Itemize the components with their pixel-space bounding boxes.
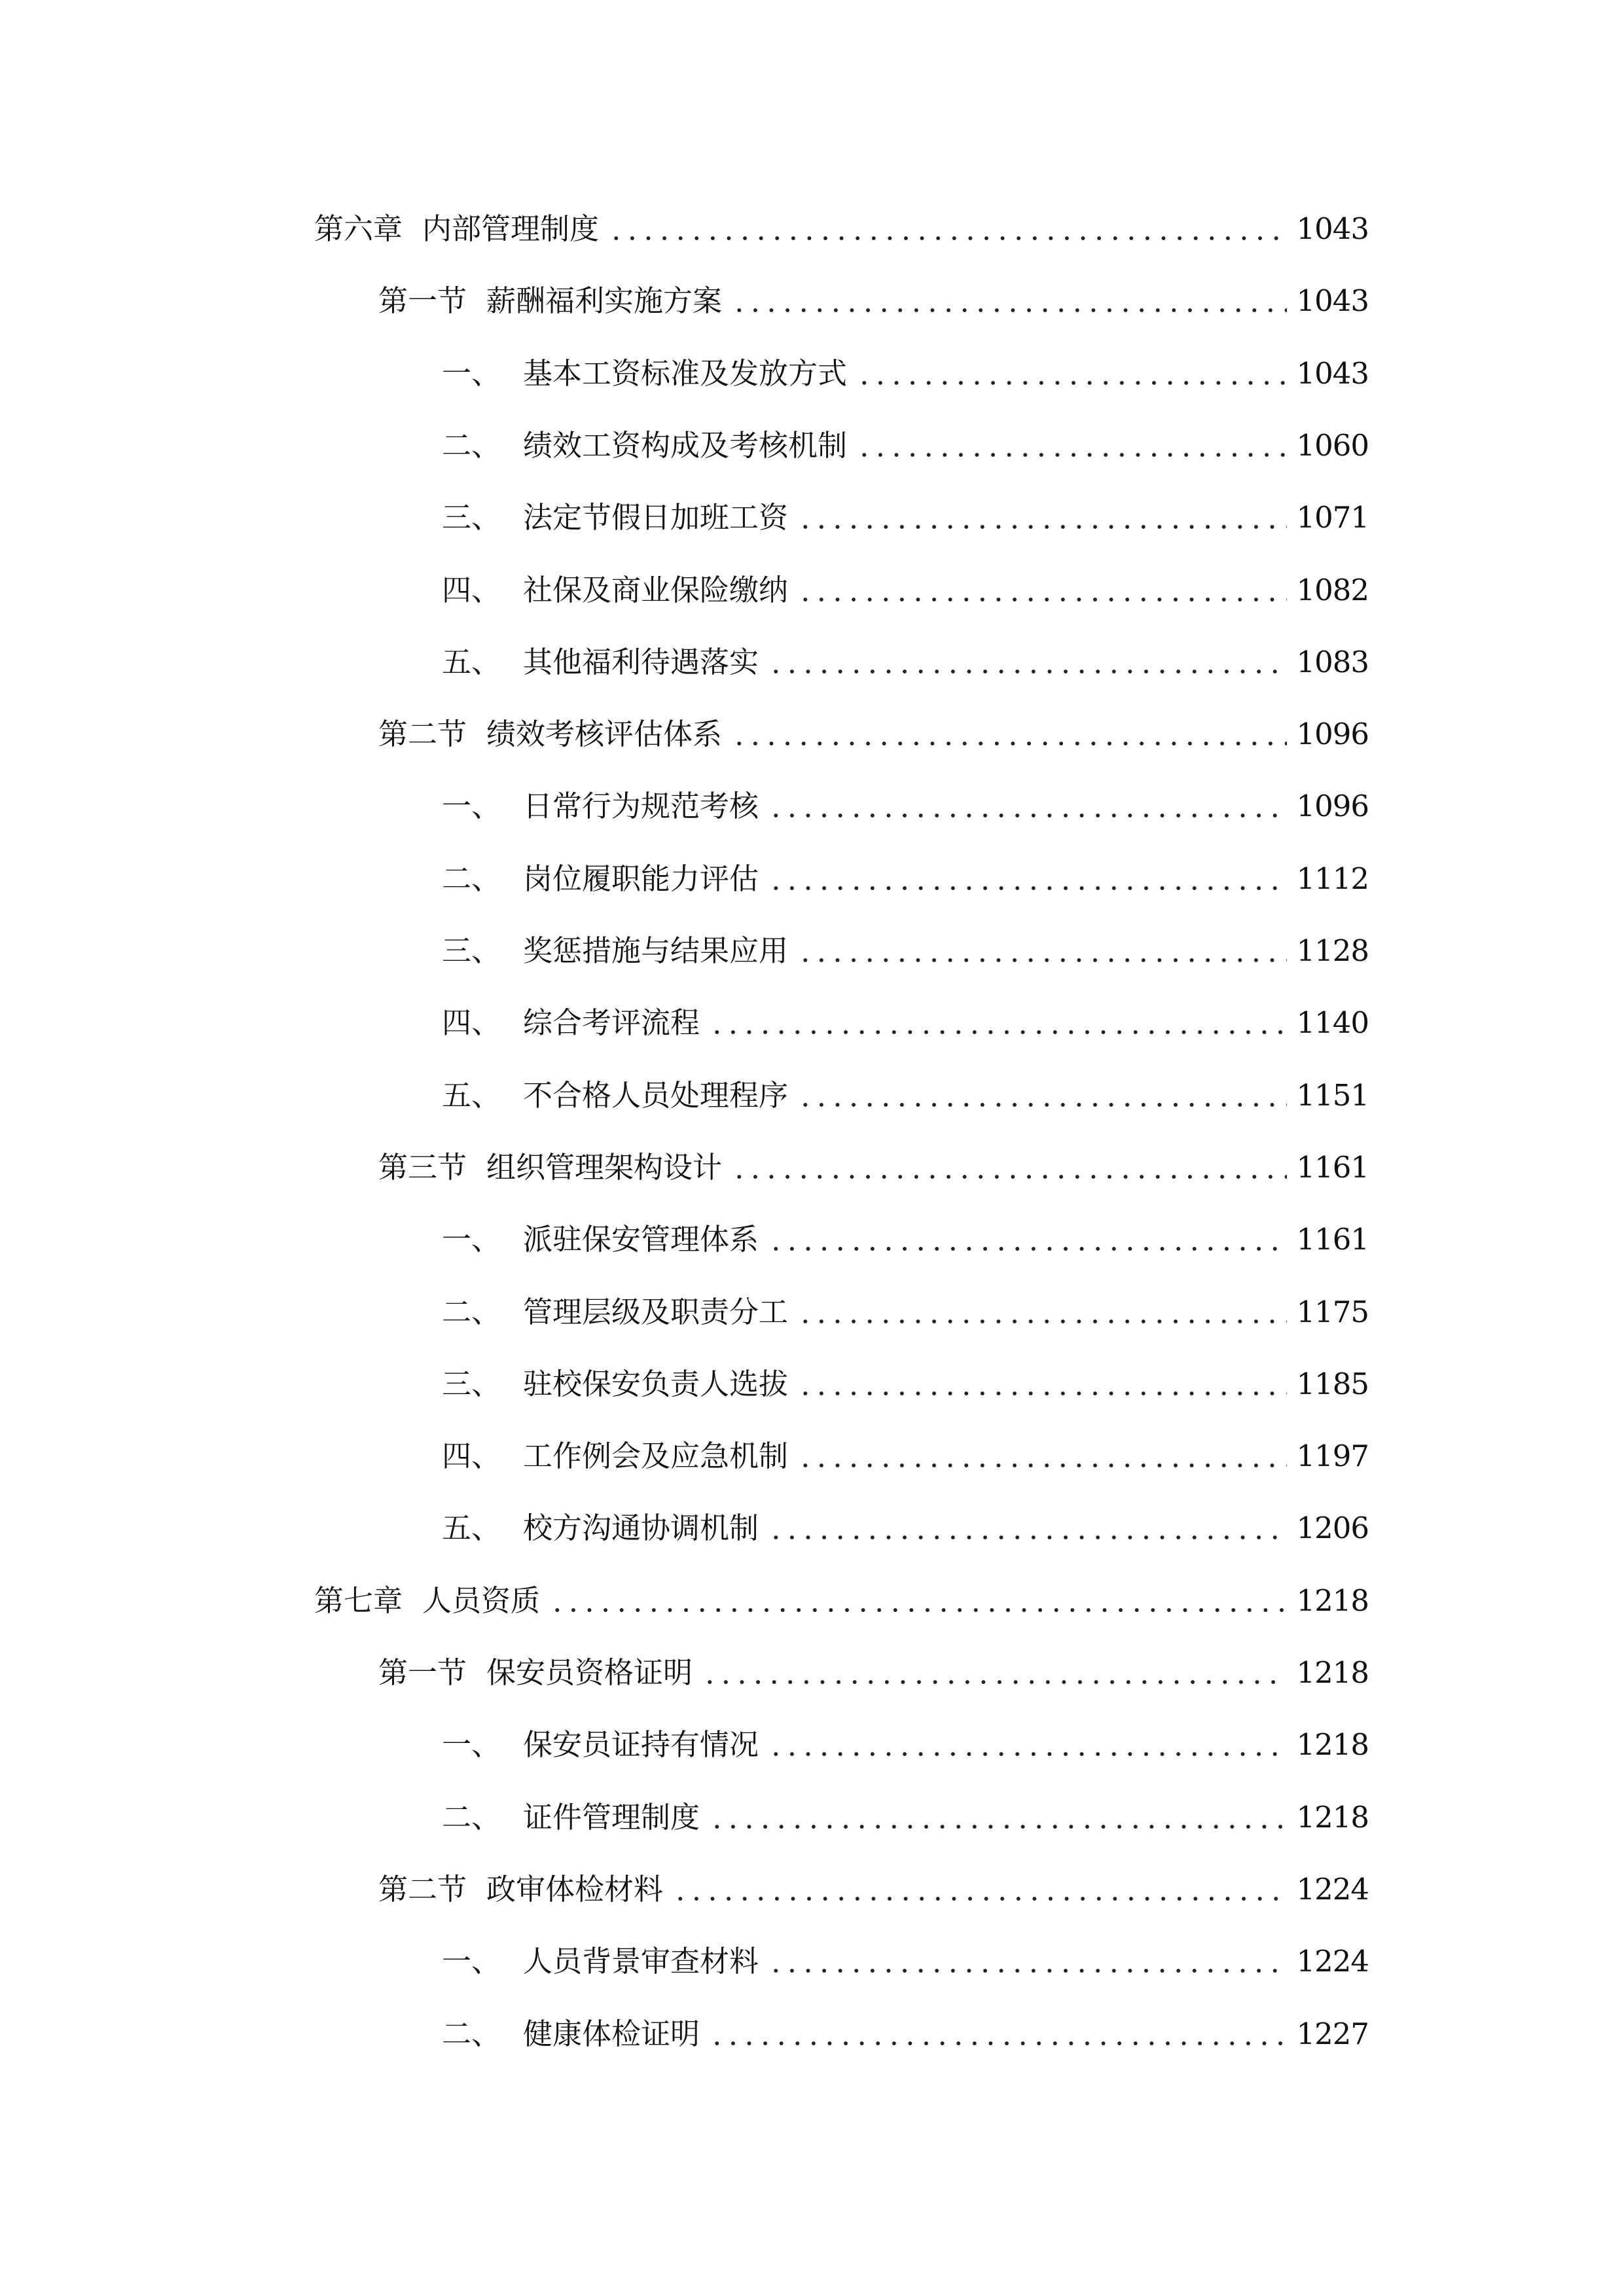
toc-entry-number: 第二节 bbox=[378, 1871, 467, 1907]
toc-entry[interactable] bbox=[314, 1575, 1369, 1627]
toc-page-number: 1218 bbox=[1296, 1655, 1369, 1690]
toc-entry-number: 三、 bbox=[442, 500, 501, 535]
toc-entry[interactable] bbox=[442, 1213, 1369, 1266]
toc-entry[interactable] bbox=[442, 997, 1369, 1049]
toc-entry-title: 奖惩措施与结果应用 bbox=[523, 933, 789, 968]
toc-row[interactable] bbox=[0, 1935, 1624, 1988]
dot-leader bbox=[768, 853, 1287, 905]
toc-entry-number: 二、 bbox=[442, 1799, 501, 1835]
toc-entry-title: 保安员证持有情况 bbox=[523, 1727, 759, 1763]
toc-entry[interactable] bbox=[442, 1719, 1369, 1771]
toc-entry-number: 一、 bbox=[442, 1944, 501, 1979]
dot-leader bbox=[768, 1502, 1287, 1554]
dot-leader bbox=[731, 1141, 1287, 1194]
toc-entry-number: 二、 bbox=[442, 1294, 501, 1329]
toc-page-number: 1224 bbox=[1296, 1944, 1369, 1979]
toc-row[interactable] bbox=[0, 1647, 1624, 1699]
toc-entry-title: 基本工资标准及发放方式 bbox=[523, 355, 848, 391]
toc-entry-title: 人员背景审查材料 bbox=[523, 1944, 759, 1979]
toc-entry-number: 一、 bbox=[442, 1222, 501, 1257]
toc-entry-number: 四、 bbox=[442, 572, 501, 607]
toc-page-number: 1161 bbox=[1296, 1149, 1369, 1185]
toc-row[interactable] bbox=[0, 492, 1624, 544]
toc-entry-title: 法定节假日加班工资 bbox=[523, 500, 789, 535]
toc-page-number: 1071 bbox=[1296, 500, 1369, 535]
toc-row[interactable] bbox=[0, 708, 1624, 761]
toc-entry-title: 绩效考核评估体系 bbox=[486, 717, 723, 752]
toc-entry[interactable] bbox=[442, 925, 1369, 977]
toc-entry-number: 三、 bbox=[442, 1366, 501, 1401]
toc-entry-number: 二、 bbox=[442, 861, 501, 896]
toc-entry-number: 第七章 bbox=[314, 1583, 403, 1618]
toc-page-number: 1082 bbox=[1296, 572, 1369, 607]
toc-entry-title: 不合格人员处理程序 bbox=[523, 1077, 789, 1113]
toc-entry-number: 四、 bbox=[442, 1439, 501, 1474]
toc-entry[interactable] bbox=[442, 780, 1369, 833]
dot-leader bbox=[731, 275, 1287, 327]
toc-entry-title: 保安员资格证明 bbox=[486, 1655, 693, 1690]
toc-page-number: 1128 bbox=[1296, 933, 1369, 968]
toc-entry-title: 综合考评流程 bbox=[523, 1005, 700, 1041]
dot-leader bbox=[797, 1358, 1287, 1410]
dot-leader bbox=[797, 492, 1287, 544]
toc-page-number: 1175 bbox=[1296, 1294, 1369, 1329]
toc-entry[interactable] bbox=[314, 203, 1369, 255]
toc-entry[interactable] bbox=[378, 708, 1369, 761]
toc-entry[interactable] bbox=[442, 1791, 1369, 1844]
toc-row[interactable] bbox=[0, 348, 1624, 400]
toc-page-number: 1140 bbox=[1296, 1005, 1369, 1041]
toc-page-number: 1224 bbox=[1296, 1871, 1369, 1907]
toc-page-number: 1043 bbox=[1296, 211, 1369, 246]
toc-page-number: 1185 bbox=[1296, 1366, 1369, 1401]
toc-entry-title: 管理层级及职责分工 bbox=[523, 1294, 789, 1329]
toc-entry-number: 二、 bbox=[442, 2016, 501, 2051]
toc-row[interactable] bbox=[0, 1213, 1624, 1266]
toc-page-number: 1227 bbox=[1296, 2016, 1369, 2051]
dot-leader bbox=[768, 1213, 1287, 1266]
toc-row[interactable] bbox=[0, 1791, 1624, 1844]
toc-entry-title: 薪酬福利实施方案 bbox=[486, 283, 723, 319]
toc-entry-title: 岗位履职能力评估 bbox=[523, 861, 759, 896]
toc-entry-title: 派驻保安管理体系 bbox=[523, 1222, 759, 1257]
toc-entry-title: 工作例会及应急机制 bbox=[523, 1439, 789, 1474]
dot-leader bbox=[768, 1935, 1287, 1988]
toc-entry-title: 内部管理制度 bbox=[422, 211, 600, 246]
toc-entry-title: 社保及商业保险缴纳 bbox=[523, 572, 789, 607]
toc-page-number: 1218 bbox=[1296, 1799, 1369, 1835]
toc-entry-title: 健康体检证明 bbox=[523, 2016, 700, 2051]
toc-entry-number: 第六章 bbox=[314, 211, 403, 246]
toc-page-number: 1206 bbox=[1296, 1511, 1369, 1546]
toc-entry[interactable] bbox=[442, 420, 1369, 472]
dot-leader bbox=[709, 1791, 1287, 1844]
dot-leader bbox=[797, 1069, 1287, 1122]
toc-page-number: 1060 bbox=[1296, 427, 1369, 463]
toc-row[interactable] bbox=[0, 1719, 1624, 1771]
toc-row[interactable] bbox=[0, 997, 1624, 1049]
dot-leader bbox=[768, 780, 1287, 833]
toc-row[interactable] bbox=[0, 1286, 1624, 1338]
toc-entry[interactable] bbox=[442, 2008, 1369, 2060]
toc-page-number: 1112 bbox=[1296, 861, 1369, 896]
toc-row[interactable] bbox=[0, 203, 1624, 255]
toc-page-number: 1043 bbox=[1296, 283, 1369, 319]
toc-row[interactable] bbox=[0, 1141, 1624, 1194]
toc-entry[interactable] bbox=[442, 1935, 1369, 1988]
toc-entry-number: 五、 bbox=[442, 1077, 501, 1113]
toc-entry-number: 一、 bbox=[442, 789, 501, 824]
toc-row[interactable] bbox=[0, 853, 1624, 905]
toc-entry-title: 其他福利待遇落实 bbox=[523, 644, 759, 679]
toc-entry[interactable] bbox=[378, 1141, 1369, 1194]
dot-leader bbox=[768, 636, 1287, 689]
toc-row[interactable] bbox=[0, 1358, 1624, 1410]
toc-page-number: 1083 bbox=[1296, 644, 1369, 679]
toc-entry-title: 政审体检材料 bbox=[486, 1871, 664, 1907]
toc-entry-number: 五、 bbox=[442, 1511, 501, 1546]
dot-leader bbox=[608, 203, 1287, 255]
toc-entry-number: 二、 bbox=[442, 427, 501, 463]
toc-entry-number: 第二节 bbox=[378, 717, 467, 752]
dot-leader bbox=[797, 1286, 1287, 1338]
toc-entry[interactable] bbox=[442, 1502, 1369, 1554]
toc-entry-number: 五、 bbox=[442, 644, 501, 679]
toc-entry[interactable] bbox=[442, 1430, 1369, 1482]
toc-entry-number: 四、 bbox=[442, 1005, 501, 1041]
toc-entry[interactable] bbox=[378, 1863, 1369, 1916]
toc-entry-title: 组织管理架构设计 bbox=[486, 1149, 723, 1185]
toc-entry[interactable] bbox=[442, 492, 1369, 544]
dot-leader bbox=[549, 1575, 1287, 1627]
toc-page-number: 1218 bbox=[1296, 1727, 1369, 1763]
toc-entry-title: 校方沟通协调机制 bbox=[523, 1511, 759, 1546]
toc-entry-number: 一、 bbox=[442, 355, 501, 391]
toc-entry-title: 驻校保安负责人选拔 bbox=[523, 1366, 789, 1401]
toc-row[interactable] bbox=[0, 1430, 1624, 1482]
toc-row[interactable] bbox=[0, 1575, 1624, 1627]
toc-entry-title: 绩效工资构成及考核机制 bbox=[523, 427, 848, 463]
toc-row[interactable] bbox=[0, 925, 1624, 977]
dot-leader bbox=[797, 564, 1287, 617]
toc-entry[interactable] bbox=[442, 1286, 1369, 1338]
toc-page-number: 1043 bbox=[1296, 355, 1369, 391]
toc-row[interactable] bbox=[0, 1069, 1624, 1122]
toc-entry-title: 日常行为规范考核 bbox=[523, 789, 759, 824]
dot-leader bbox=[797, 1430, 1287, 1482]
toc-entry-number: 一、 bbox=[442, 1727, 501, 1763]
toc-entry[interactable] bbox=[442, 1069, 1369, 1122]
dot-leader bbox=[856, 420, 1287, 472]
toc-row[interactable] bbox=[0, 636, 1624, 689]
toc-entry[interactable] bbox=[442, 636, 1369, 689]
toc-page-number: 1151 bbox=[1296, 1077, 1369, 1113]
dot-leader bbox=[768, 1719, 1287, 1771]
toc-page-number: 1218 bbox=[1296, 1583, 1369, 1618]
toc-entry[interactable] bbox=[442, 1358, 1369, 1410]
dot-leader bbox=[797, 925, 1287, 977]
toc-entry[interactable] bbox=[378, 275, 1369, 327]
toc-page-number: 1096 bbox=[1296, 789, 1369, 824]
dot-leader bbox=[709, 2008, 1287, 2060]
toc-page-number: 1096 bbox=[1296, 717, 1369, 752]
toc-row[interactable] bbox=[0, 2008, 1624, 2060]
toc-row[interactable] bbox=[0, 780, 1624, 833]
toc-entry-number: 第一节 bbox=[378, 283, 467, 319]
toc-entry-number: 三、 bbox=[442, 933, 501, 968]
dot-leader bbox=[709, 997, 1287, 1049]
dot-leader bbox=[856, 348, 1287, 400]
toc-entry-number: 第三节 bbox=[378, 1149, 467, 1185]
toc-page-number: 1161 bbox=[1296, 1222, 1369, 1257]
toc-entry[interactable] bbox=[442, 564, 1369, 617]
toc-entry[interactable] bbox=[442, 853, 1369, 905]
toc-row[interactable] bbox=[0, 1863, 1624, 1916]
toc-row[interactable] bbox=[0, 275, 1624, 327]
toc-row[interactable] bbox=[0, 564, 1624, 617]
dot-leader bbox=[702, 1647, 1287, 1699]
dot-leader bbox=[731, 708, 1287, 761]
toc-entry-title: 证件管理制度 bbox=[523, 1799, 700, 1835]
dot-leader bbox=[672, 1863, 1287, 1916]
toc-entry[interactable] bbox=[442, 348, 1369, 400]
toc-row[interactable] bbox=[0, 420, 1624, 472]
toc-entry[interactable] bbox=[378, 1647, 1369, 1699]
toc-page-number: 1197 bbox=[1296, 1439, 1369, 1474]
toc-row[interactable] bbox=[0, 1502, 1624, 1554]
toc-entry-number: 第一节 bbox=[378, 1655, 467, 1690]
toc-entry-title: 人员资质 bbox=[422, 1583, 541, 1618]
